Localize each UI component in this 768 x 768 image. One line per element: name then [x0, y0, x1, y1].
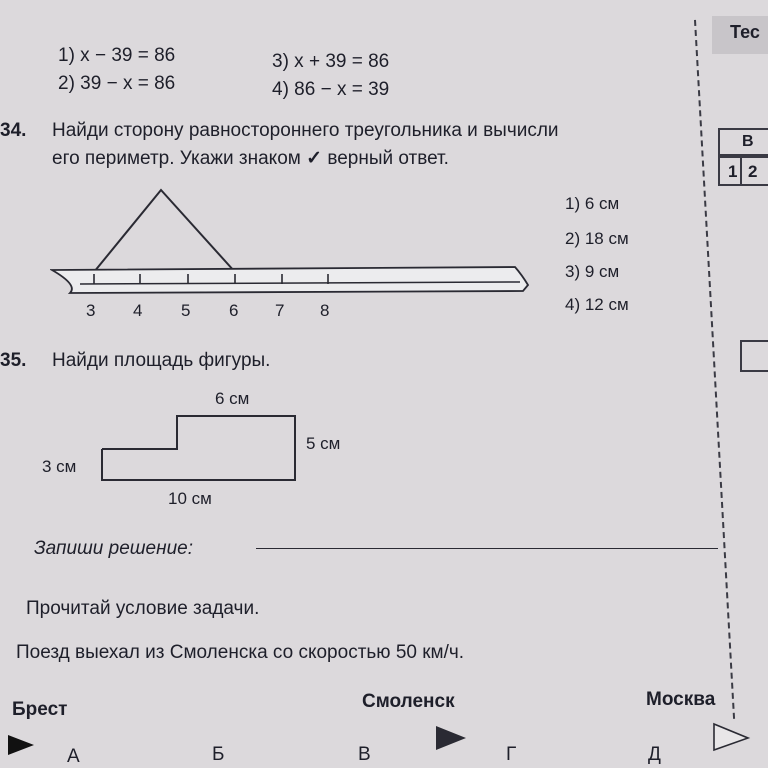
q4-answer-1[interactable]: 1) 6 см	[565, 194, 620, 213]
dim-bottom: 10 см	[168, 489, 212, 508]
q5-number-label: 5.	[10, 350, 27, 371]
dim-left: 3 см	[42, 457, 77, 476]
q3-option-2: 2) 39 − x = 86	[58, 73, 176, 94]
q4-answer-4[interactable]: 4) 12 см	[565, 295, 629, 314]
q6-line2: Поезд выехал из Смоленска со скоростью 50 км/ч.	[16, 642, 465, 663]
q4-number	[0, 120, 26, 142]
flag-outline-shape	[714, 724, 748, 750]
triangle-ruler-diagram	[50, 185, 535, 325]
point-d: Д	[648, 744, 661, 765]
q5-text: Найди площадь фигуры.	[52, 350, 271, 371]
checkmark-icon: ✓	[306, 148, 323, 169]
ruler-label: 7	[275, 301, 285, 320]
flag-outline-icon	[712, 722, 752, 752]
ruler-label: 3	[86, 301, 96, 320]
cut-line	[694, 20, 738, 719]
q5-number	[0, 350, 26, 372]
flag-icon	[436, 726, 466, 750]
q6-line1: Прочитай условие задачи.	[26, 598, 260, 619]
q4-text-before: его периметр. Укажи знаком	[52, 148, 301, 169]
answer-cell-divider	[740, 158, 742, 184]
figure-outline	[102, 416, 295, 480]
answer-cell-2: 2	[748, 162, 758, 181]
point-g: Г	[506, 744, 517, 765]
ruler-label: 6	[229, 301, 239, 320]
ruler-label: 4	[133, 301, 143, 320]
ruler-label: 5	[181, 301, 191, 320]
q4-answer-2[interactable]: 2) 18 см	[565, 229, 629, 248]
q4-text-line2	[52, 147, 449, 170]
flag-icon	[8, 735, 34, 755]
q3-option-1: 1) x − 39 = 86	[58, 45, 176, 66]
test-tab	[712, 16, 768, 54]
answer-table-header	[718, 128, 768, 156]
q4-number-prefix: 3	[0, 120, 11, 141]
dim-right: 5 см	[306, 434, 341, 453]
answer-cell-1: 1	[728, 162, 738, 181]
answer-table-header-label: В	[742, 133, 754, 150]
point-a: А	[67, 746, 80, 767]
dim-top: 6 см	[215, 389, 250, 408]
city-smolensk: Смоленск	[362, 691, 455, 712]
q4-text-after: верный ответ.	[327, 148, 449, 169]
point-v: В	[358, 744, 371, 765]
answer-table-row	[718, 156, 768, 186]
solution-label: Запиши решение:	[34, 538, 193, 559]
q3-option-4: 4) 86 − x = 39	[272, 79, 390, 100]
step-figure	[95, 405, 305, 485]
city-brest: Брест	[12, 699, 68, 720]
test-tab-label: Тес	[730, 22, 760, 42]
ruler	[52, 267, 528, 293]
solution-input-line[interactable]	[256, 548, 718, 549]
point-b: Б	[212, 744, 225, 765]
triangle	[94, 190, 235, 272]
q4-number-label: 4.	[10, 120, 27, 141]
city-moscow: Москва	[646, 689, 716, 710]
q5-number-prefix: 3	[0, 350, 11, 371]
q3-option-3: 3) x + 39 = 86	[272, 51, 390, 72]
q4-text-line1: Найди сторону равностороннего треугольника и вычисли	[52, 120, 559, 141]
answer-box	[740, 340, 768, 372]
ruler-label: 8	[320, 301, 330, 320]
q4-answer-3[interactable]: 3) 9 см	[565, 262, 620, 281]
